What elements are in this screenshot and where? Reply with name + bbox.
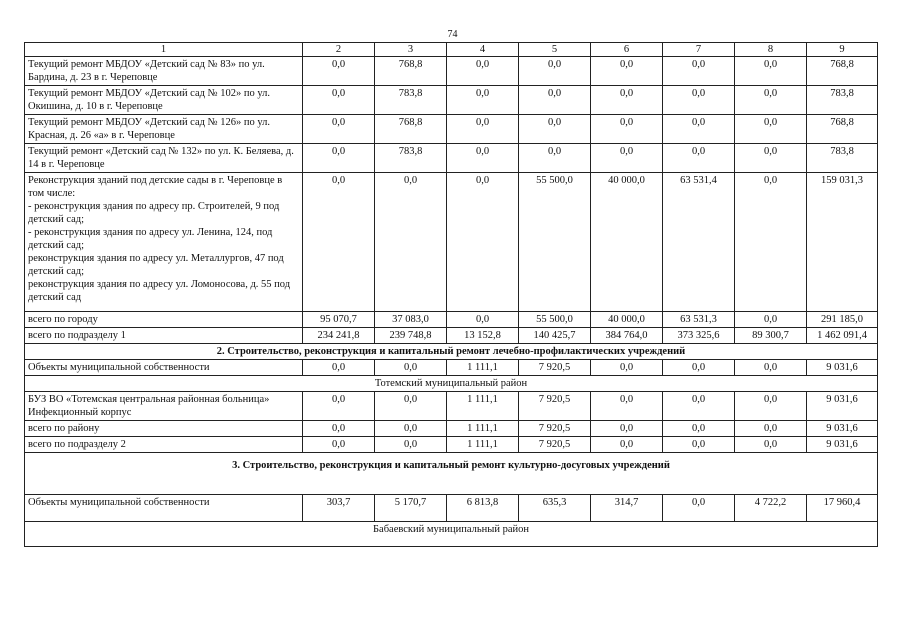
section-header-row	[25, 453, 878, 495]
table-row	[25, 86, 878, 115]
table-cell-value: 0,0	[375, 437, 447, 453]
table-cell-value: 9 031,6	[807, 360, 878, 376]
table-cell-value: 7 920,5	[519, 360, 591, 376]
table-cell-name: Текущий ремонт МБДОУ «Детский сад № 102» по ул. Окишина, д. 10 в г. Череповце	[25, 86, 303, 115]
table-cell-value: 0,0	[591, 421, 663, 437]
table-row	[25, 144, 878, 173]
table-row	[25, 115, 878, 144]
table-cell-value: 0,0	[591, 57, 663, 86]
table-cell-value: 0,0	[663, 86, 735, 115]
table-cell-value: 0,0	[375, 173, 447, 312]
table-cell-value: 314,7	[591, 495, 663, 522]
table-cell-name: Текущий ремонт МБДОУ «Детский сад № 83» по ул. Бардина, д. 23 в г. Череповце	[25, 57, 303, 86]
table-cell-value: 0,0	[735, 360, 807, 376]
table-cell-value: 0,0	[591, 392, 663, 421]
column-header: 5	[519, 43, 591, 57]
table-cell-value: 0,0	[735, 392, 807, 421]
table-cell-value: 0,0	[663, 437, 735, 453]
table-cell-name: всего по подразделу 1	[25, 328, 303, 344]
column-header: 1	[25, 43, 303, 57]
column-number-row	[25, 43, 878, 57]
table-cell-value: 635,3	[519, 495, 591, 522]
table-cell-value: 768,8	[807, 57, 878, 86]
column-header: 2	[303, 43, 375, 57]
table-cell-value: 0,0	[735, 57, 807, 86]
table-cell-value: 0,0	[303, 115, 375, 144]
table-cell-value: 0,0	[303, 86, 375, 115]
table-cell-name-line: Реконструкция зданий под детские сады в г. Череповце в том числе:	[28, 175, 283, 199]
table-cell-value: 140 425,7	[519, 328, 591, 344]
table-cell-value: 0,0	[735, 115, 807, 144]
table-cell-value: 0,0	[735, 312, 807, 328]
table-cell-value: 1 111,1	[447, 392, 519, 421]
table-body	[25, 57, 878, 547]
table-cell-value: 0,0	[303, 57, 375, 86]
table-cell-name: Текущий ремонт МБДОУ «Детский сад № 126» по ул. Красная, д. 26 «а» в г. Череповце	[25, 115, 303, 144]
district-title: Тотемский муниципальный район	[25, 376, 878, 392]
table-cell-value: 0,0	[735, 86, 807, 115]
column-header: 6	[591, 43, 663, 57]
table-cell-value: 0,0	[447, 57, 519, 86]
budget-table	[24, 42, 878, 547]
table-cell-value: 6 813,8	[447, 495, 519, 522]
table-cell-name: Объекты муниципальной собственности	[25, 495, 303, 522]
district-header-row	[25, 376, 878, 392]
table-cell-value: 0,0	[735, 437, 807, 453]
table-cell-value: 9 031,6	[807, 437, 878, 453]
table-cell-value: 55 500,0	[519, 173, 591, 312]
table-cell-name-line: - реконструкция здания по адресу пр. Строителей, 9 под детский сад;	[28, 201, 280, 225]
table-cell-value: 0,0	[591, 115, 663, 144]
table-cell-value: 1 111,1	[447, 437, 519, 453]
table-cell-value: 0,0	[663, 421, 735, 437]
table-cell-value: 0,0	[663, 144, 735, 173]
table-cell-value: 5 170,7	[375, 495, 447, 522]
table-cell-value: 0,0	[663, 115, 735, 144]
table-cell-value: 9 031,6	[807, 421, 878, 437]
table-cell-value: 303,7	[303, 495, 375, 522]
table-cell-value: 0,0	[447, 312, 519, 328]
table-row	[25, 312, 878, 328]
table-cell-name-line: - реконструкция здания по адресу ул. Ленина, 124, под детский сад;	[28, 227, 273, 251]
table-row	[25, 328, 878, 344]
table-cell-name: Текущий ремонт «Детский сад № 132» по ул. К. Беляева, д. 14 в г. Череповце	[25, 144, 303, 173]
table-cell-value: 783,8	[375, 86, 447, 115]
table-cell-name-line: реконструкция здания по адресу ул. Металлургов, 47 под детский сад;	[28, 253, 284, 277]
table-cell-value: 7 920,5	[519, 421, 591, 437]
table-cell-value: 1 111,1	[447, 421, 519, 437]
table-cell-value: 0,0	[735, 421, 807, 437]
table-cell-value: 55 500,0	[519, 312, 591, 328]
table-cell-value: 0,0	[663, 495, 735, 522]
table-cell-value: 0,0	[519, 86, 591, 115]
table-cell-value: 0,0	[447, 144, 519, 173]
section-title: 2. Строительство, реконструкция и капитальный ремонт лечебно-профилактических учреждений	[25, 344, 878, 360]
page-number: 74	[447, 29, 458, 40]
table-cell-value: 0,0	[591, 437, 663, 453]
table-cell-value: 40 000,0	[591, 312, 663, 328]
table-row	[25, 173, 878, 312]
table-cell-name: всего по городу	[25, 312, 303, 328]
table-cell-value: 1 111,1	[447, 360, 519, 376]
table-cell-value: 63 531,3	[663, 312, 735, 328]
table-cell-value: 0,0	[591, 360, 663, 376]
table-cell-value: 0,0	[663, 57, 735, 86]
table-cell-value: 40 000,0	[591, 173, 663, 312]
table-cell-value: 0,0	[591, 86, 663, 115]
table-cell-name: БУЗ ВО «Тотемская центральная районная больница» Инфекционный корпус	[25, 392, 303, 421]
table-cell-value: 0,0	[447, 115, 519, 144]
column-header: 8	[735, 43, 807, 57]
table-cell-value: 37 083,0	[375, 312, 447, 328]
table-cell-value: 291 185,0	[807, 312, 878, 328]
table-cell-value: 0,0	[447, 86, 519, 115]
table-cell-value: 7 920,5	[519, 437, 591, 453]
district-header-row	[25, 522, 878, 547]
table-cell-value: 95 070,7	[303, 312, 375, 328]
table-cell-value: 0,0	[303, 360, 375, 376]
table-cell-name	[25, 173, 303, 312]
section-title: 3. Строительство, реконструкция и капитальный ремонт культурно-досуговых учреждений	[25, 453, 878, 495]
table-cell-value: 0,0	[375, 360, 447, 376]
column-header: 4	[447, 43, 519, 57]
table-cell-value: 234 241,8	[303, 328, 375, 344]
table-cell-value: 373 325,6	[663, 328, 735, 344]
table-cell-value: 0,0	[303, 392, 375, 421]
table-cell-value: 1 462 091,4	[807, 328, 878, 344]
table-cell-value: 159 031,3	[807, 173, 878, 312]
table-row	[25, 421, 878, 437]
table-cell-value: 89 300,7	[735, 328, 807, 344]
table-cell-value: 0,0	[447, 173, 519, 312]
table-cell-value: 0,0	[735, 173, 807, 312]
table-cell-value: 0,0	[303, 437, 375, 453]
table-cell-value: 0,0	[663, 392, 735, 421]
table-cell-name-line: реконструкция здания по адресу ул. Ломоносова, д. 55 под детский сад	[28, 279, 291, 303]
table-cell-value: 384 764,0	[591, 328, 663, 344]
table-cell-value: 0,0	[735, 144, 807, 173]
table-row	[25, 360, 878, 376]
table-row	[25, 437, 878, 453]
table-cell-value: 768,8	[375, 57, 447, 86]
table-cell-value: 783,8	[807, 144, 878, 173]
table-cell-value: 63 531,4	[663, 173, 735, 312]
table-row	[25, 392, 878, 421]
table-row	[25, 57, 878, 86]
table-cell-value: 0,0	[375, 392, 447, 421]
column-header: 7	[663, 43, 735, 57]
table-cell-value: 0,0	[375, 421, 447, 437]
column-header: 3	[375, 43, 447, 57]
table-cell-name: всего по району	[25, 421, 303, 437]
column-header: 9	[807, 43, 878, 57]
table-cell-value: 13 152,8	[447, 328, 519, 344]
table-cell-value: 783,8	[807, 86, 878, 115]
table-cell-value: 0,0	[519, 57, 591, 86]
table-cell-value: 783,8	[375, 144, 447, 173]
table-cell-name: Объекты муниципальной собственности	[25, 360, 303, 376]
table-cell-value: 0,0	[303, 421, 375, 437]
table-cell-value: 0,0	[303, 144, 375, 173]
table-cell-value: 4 722,2	[735, 495, 807, 522]
table-cell-value: 0,0	[303, 173, 375, 312]
table-cell-value: 768,8	[807, 115, 878, 144]
section-header-row	[25, 344, 878, 360]
table-cell-value: 0,0	[519, 144, 591, 173]
table-cell-value: 0,0	[663, 360, 735, 376]
table-cell-name: всего по подразделу 2	[25, 437, 303, 453]
table-cell-value: 17 960,4	[807, 495, 878, 522]
table-row	[25, 495, 878, 522]
table-cell-value: 9 031,6	[807, 392, 878, 421]
district-title: Бабаевский муниципальный район	[25, 522, 878, 547]
table-cell-value: 239 748,8	[375, 328, 447, 344]
table-cell-value: 0,0	[591, 144, 663, 173]
table-cell-value: 7 920,5	[519, 392, 591, 421]
table-cell-value: 768,8	[375, 115, 447, 144]
table-cell-value: 0,0	[519, 115, 591, 144]
